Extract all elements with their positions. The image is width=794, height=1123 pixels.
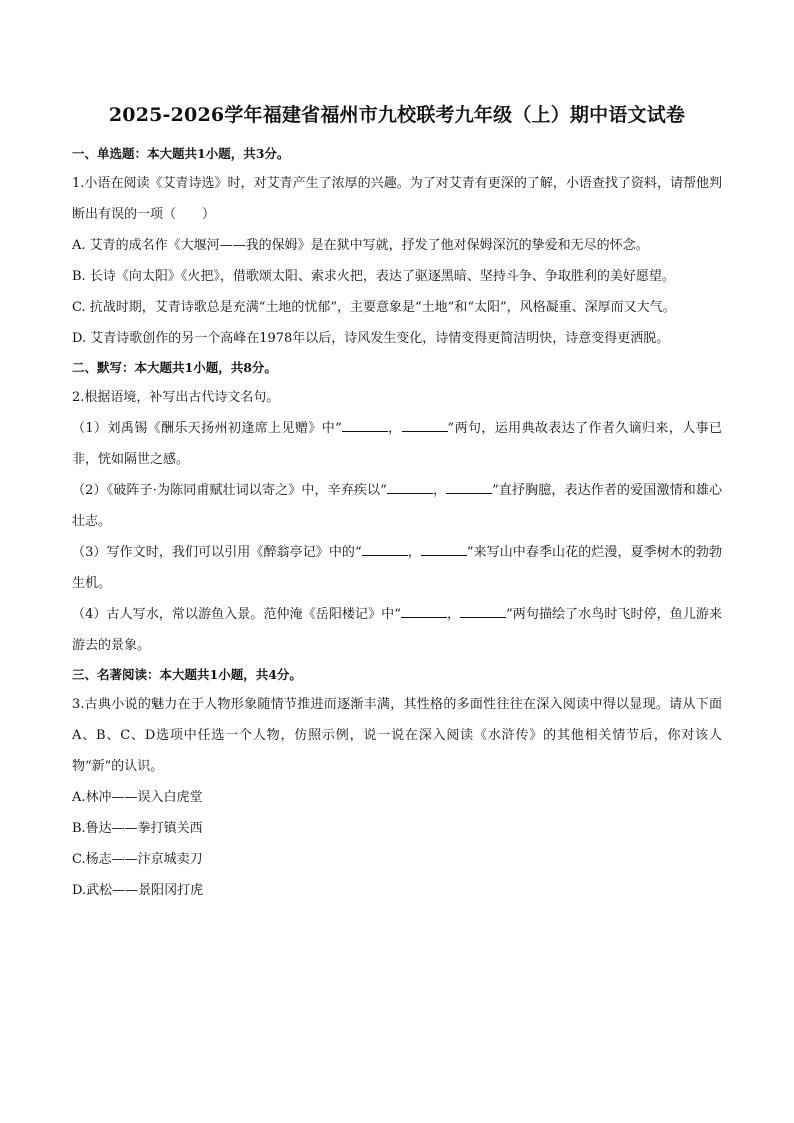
answer-blank[interactable] [401,603,447,618]
question-3-option-a: A.林冲——误入白虎堂 [72,790,203,805]
answer-blank[interactable] [421,541,467,556]
answer-blank[interactable] [342,417,388,432]
item-2-post: ”直抒胸臆，表达作者的爱国激情和雄心壮志。 [72,483,722,529]
exam-title: 2025-2026学年福建省福州市九校联考九年级（上）期中语文试卷 [108,104,686,126]
question-2-item-2 [72,475,722,537]
answer-blank[interactable] [402,417,448,432]
item-1-mid: ， [387,421,402,436]
item-1-pre: （1）刘禹锡《酬乐天扬州初逢席上见赠》中” [72,421,342,436]
question-3-option-b: B.鲁达——拳打镇关西 [72,821,203,836]
item-4-mid: ， [446,607,461,622]
item-3-post: ”来写山中春季山花的烂漫，夏季树木的勃勃生机。 [72,545,722,591]
answer-blank[interactable] [387,479,433,494]
question-1-option-c: C. 抗战时期，艾青诗歌总是充满“土地的忧郁”，主要意象是“土地”和“太阳”，风格凝重、深厚而又大气。 [72,300,676,315]
item-4-pre: （4）古人写水，常以游鱼入景。范仲淹《岳阳楼记》中“ [72,607,401,622]
document-page [72,100,722,906]
section-3-heading: 三、名著阅读：本大题共1小题，共4分。 [72,667,302,682]
answer-blank[interactable] [460,603,506,618]
question-2-item-4 [72,599,722,661]
question-3-option-c: C.杨志——汴京城卖刀 [72,852,203,867]
item-3-mid: ， [407,545,421,560]
item-2-mid: ， [432,483,447,498]
question-1-option-b: B. 长诗《向太阳》《火把》，借歌颂太阳、索求火把，表达了驱逐黑暗、坚持斗争、争取胜利的美好愿望。 [72,269,675,284]
question-1-option-d: D. 艾青诗歌创作的另一个高峰在1978年以后，诗风发生变化，诗情变得更简洁明快，诗意变得更洒脱。 [72,331,670,346]
section-2-heading: 二、默写：本大题共1小题，共8分。 [72,360,277,375]
question-2-item-3 [72,537,722,599]
question-2-item-1 [72,413,722,475]
question-3-stem: 3.古典小说的魅力在于人物形象随情节推进而逐渐丰满，其性格的多面性往往在深入阅读中得以显现。请从下面A、B、C、D选项中任选一个人物，仿照示例，说一说在深入阅读《水浒传》的其他相关情节后，你对该人物“新”的认识。 [72,697,722,774]
section-1-heading: 一、单选题：本大题共1小题，共3分。 [72,146,290,161]
item-4-post: ”两句描绘了水鸟时飞时停，鱼儿游来游去的景象。 [72,607,722,653]
answer-blank[interactable] [362,541,408,556]
item-1-post: ”两句，运用典故表达了作者久谪归来，人事已非，恍如隔世之感。 [72,421,722,467]
question-3-option-d: D.武松——景阳冈打虎 [72,883,204,898]
question-2-stem: 2.根据语境，补写出古代诗文名句。 [72,390,280,405]
answer-blank[interactable] [446,479,492,494]
item-2-pre: （2）《破阵子·为陈同甫赋壮词以寄之》中，辛弃疾以“ [72,483,387,498]
question-1-option-a: A. 艾青的成名作《大堰河——我的保姆》是在狱中写就，抒发了他对保姆深沉的挚爱和无尽的怀念。 [72,238,649,253]
item-3-pre: （3）写作文时，我们可以引用《醉翁亭记》中的“ [72,545,362,560]
question-1-stem: 1.小语在阅读《艾青诗选》时，对艾青产生了浓厚的兴趣。为了对艾青有更深的了解，小语查找了资料，请帮他判断出有误的一项（ ） [72,176,722,222]
